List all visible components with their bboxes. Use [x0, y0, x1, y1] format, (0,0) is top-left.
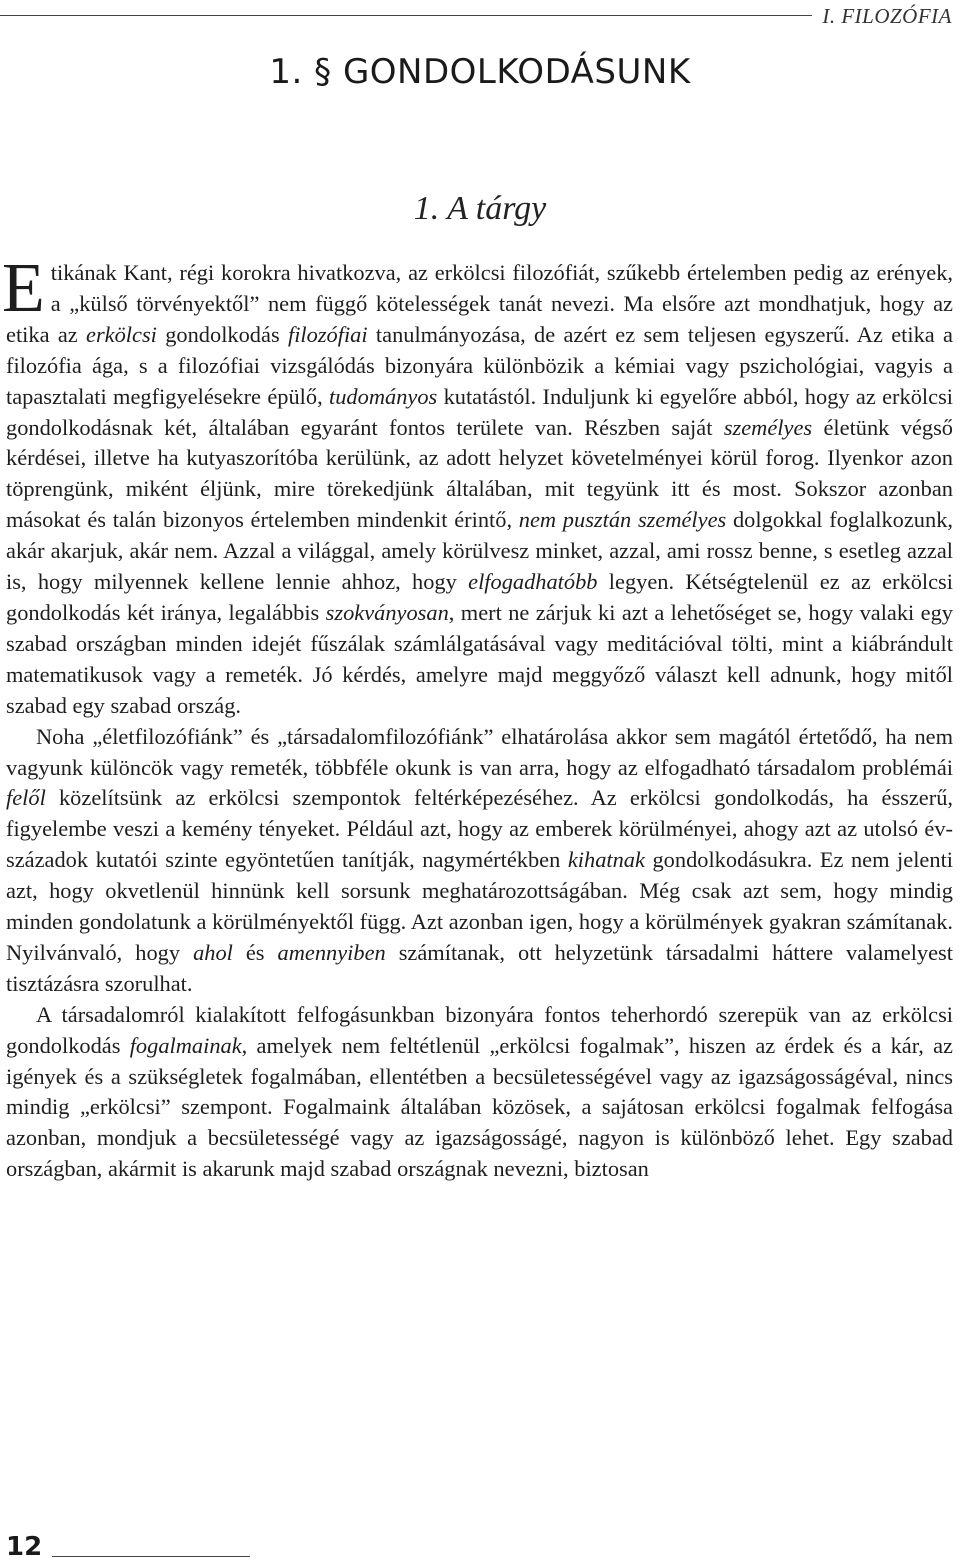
emphasis-text: ahol: [193, 939, 233, 965]
emphasis-text: kihatnak: [567, 847, 645, 873]
paragraph: [2, 250, 953, 722]
body-text: [2, 250, 954, 1185]
text-run: gondolkodás: [156, 321, 288, 347]
text-run: legyen. Kétségtelenül ez az erkölcsi gondolkodás két iránya, legalábbis: [6, 569, 953, 625]
text-run: közelítsünk az erkölcsi szempontok feltérképezéséhez. Az erkölcsi gondolkodás, ha ésszerű, figyelembe veszi a kemény tényeket. Például azt, hogy az emberek körülményei, ahogy azt az utolsó évszázadok kutatói szinte egyöntetűen tanítják, nagymértékben: [6, 785, 953, 873]
running-header-section: I. FILOZÓFIA: [822, 4, 952, 28]
text-run: és: [232, 939, 278, 965]
emphasis-text: tudományos: [329, 383, 438, 409]
text-run: tanulmányozása, de azért ez sem teljesen egyszerű. Az etika a filozófia ága, s a filozófiai vizsgálódás bizonyára különbözik a kémiai vagy pszichológiai, vagyis a tapasztalati megfigyelésekre épülő,: [6, 321, 953, 409]
emphasis-text: nem pusztán személyes: [518, 507, 727, 533]
text-run: , amelyek nem feltétlenül „erkölcsi fogalmak”, hiszen az érdek és a kár, az igények és a szükségletek fogalmában, ellentétben a becsületességével vagy az igazságosságéval, nincs mindig „erkölcsi” szempont. Fogalmaink általában közösek, a sajátosan erkölcsi fogalmak felfogása azonban, mondjuk a becsületességé vagy az igazságosságé, nagyon is különböző lehet. Egy szabad országban, akármit is akarunk majd szabad országnak nevezni, biztosan: [6, 1032, 953, 1182]
section-subtitle: 1. A tárgy: [413, 190, 547, 227]
emphasis-text: szokványosan: [325, 599, 449, 625]
emphasis-text: fogalmainak: [129, 1032, 242, 1058]
text-run: Noha „életfilozófiánk” és „társadalomfilozófiánk” elhatárolása akkor sem magától értetődő, ha nem vagyunk különcök vagy remeték, többféle okunk is van arra, hogy az elfogadható társadalom problémái: [6, 723, 953, 780]
page-number: 12: [6, 1532, 43, 1562]
text-run: tikának Kant, régi korokra hivatkozva, az erkölcsi filozófiát, szűkebb értelemben pedig az erények, a „külső törvényektől” nem függő kötelességek tanát nevezi. Ma elsőre azt mondhatjuk, hogy az etika az: [6, 260, 953, 347]
header-rule: [0, 15, 812, 16]
emphasis-text: személyes: [723, 414, 813, 440]
paragraph: [6, 1000, 953, 1185]
emphasis-text: amennyiben: [277, 939, 386, 965]
emphasis-text: erkölcsi: [86, 321, 157, 347]
text-run: A társadalomról kialakított felfogásunkban bizonyára fontos teherhordó szerepük van az erkölcsi gondolkodás: [6, 1001, 953, 1058]
paragraph: [6, 722, 953, 1000]
drop-cap: E: [2, 250, 45, 327]
footer-rule: [52, 1556, 250, 1557]
text-run: számítanak, ott helyzetünk társadalmi háttere valamelyest tisztázásra szorulhat.: [6, 939, 953, 996]
text-run: dolgokkal foglalkozunk, akár akarjuk, akár nem. Azzal a világgal, amely körülvesz minket, azzal, ami rossz benne, s esetleg azzal is, hogy milyennek kellene lennie ahhoz, hogy: [6, 507, 953, 595]
text-run: gondolkodásukra. Ez nem jelenti azt, hogy okvetlenül hinnünk kell sorsunk meghatározottságában. Még csak azt sem, hogy mindig minden gondolatunk a körülményektől függ. Azt azonban igen, hogy a körülmények gyakran számítanak. Nyilvánvaló, hogy: [6, 847, 954, 965]
emphasis-text: elfogadhatóbb: [468, 569, 598, 595]
text-run: életünk végső kérdései, illetve ha kutyaszorítóba kerülünk, az adott helyzet követelményei körül forog. Ilyenkor azon töprengünk, miként éljünk, mire törekedjünk általában, mit tegyünk itt és most. Sokszor azonban másokat és talán bizonyos értelemben mindenkit érintő,: [6, 414, 953, 533]
chapter-title: 1. § GONDOLKODÁSUNK: [269, 52, 691, 92]
text-run: kutatástól. Induljunk ki egyelőre abból, hogy az erkölcsi gondolkodásnak két, általában egyaránt fontos területe van. Részben saját: [6, 383, 953, 440]
emphasis-text: felől: [6, 785, 46, 811]
emphasis-text: filozófiai: [287, 321, 368, 347]
text-run: , mert ne zárjuk ki azt a lehetőséget se, hogy valaki egy szabad országban minden idejét fűszálak számlálgatásával vagy meditációval tölti, mint a kiábrándult matematikusok vagy a remeték. Jó kérdés, amelyre majd meggyőző választ kell adnunk, hogy mitől szabad egy szabad ország.: [6, 599, 953, 718]
